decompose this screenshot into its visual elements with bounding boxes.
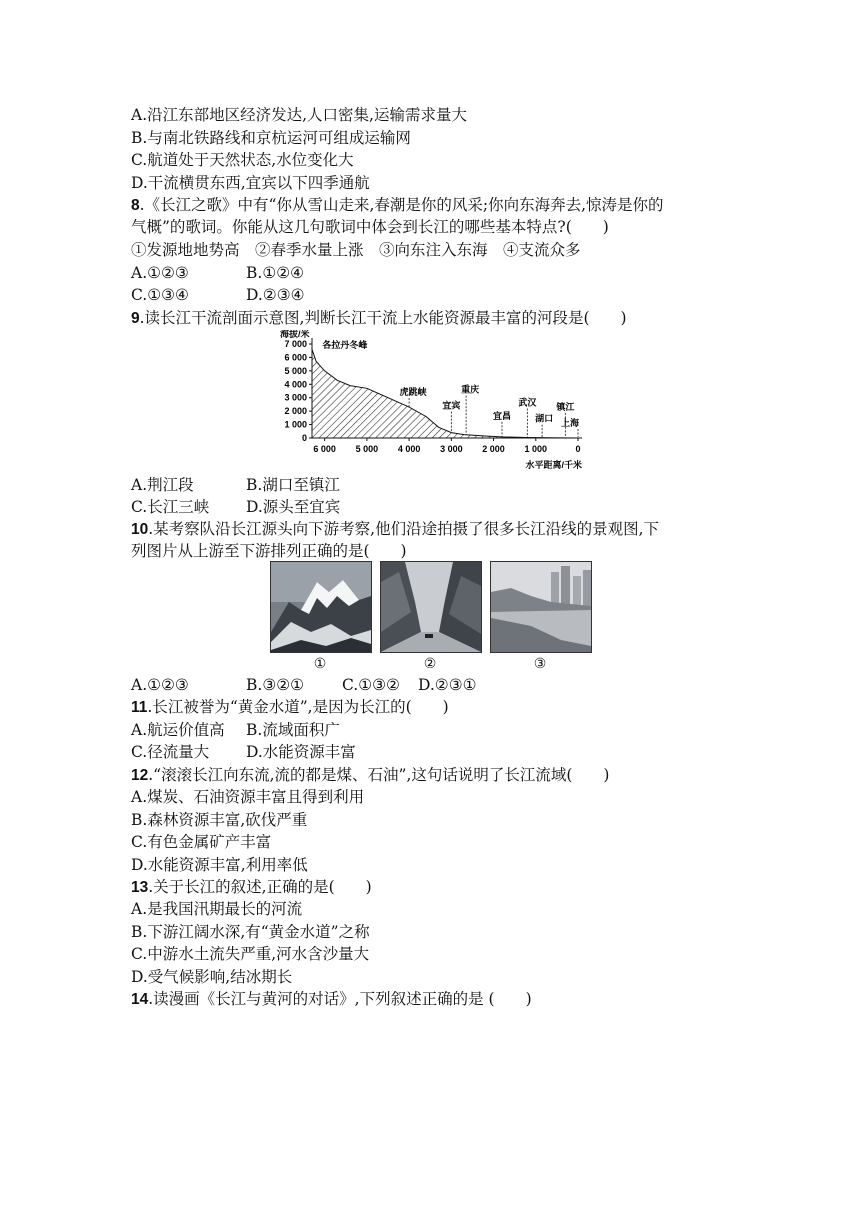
- place-label: 各拉丹冬峰: [322, 340, 368, 351]
- profile-area: [312, 349, 578, 438]
- q9-option-b: B.湖口至镇江: [246, 476, 340, 494]
- q9-option-d: D.源头至宜宾: [246, 498, 341, 516]
- x-tick-label: 5 000: [355, 444, 379, 454]
- q11-options-row1: [131, 719, 340, 741]
- place-label: 湖口: [535, 413, 554, 424]
- y-tick-label: 3 000: [284, 392, 307, 403]
- y-tick-label: 0: [301, 433, 307, 443]
- q13-option-c: C.中游水土流失严重,河水含沙量大: [131, 945, 370, 963]
- x-tick-label: 1 000: [524, 444, 548, 454]
- q12-stem: [131, 764, 609, 787]
- q13-stem: [131, 876, 372, 899]
- q12-option-a: A.煤炭、石油资源丰富且得到利用: [131, 788, 365, 806]
- q8-items: ①发源地地势高 ②春季水量上涨 ③向东注入东海 ④支流众多: [131, 241, 581, 259]
- place-label: 镇江: [556, 401, 575, 412]
- q14-number: 14: [131, 991, 149, 1008]
- q8-option-c: C.①③④: [131, 286, 189, 304]
- q7-option-c: C.航道处于天然状态,水位变化大: [131, 151, 354, 169]
- q10-stem-line2: 列图片从上游至下游排列正确的是( ): [131, 542, 407, 560]
- photo-snow-mountain: [270, 561, 372, 653]
- q10-stem-line1: [131, 518, 659, 541]
- q13-number: 13: [131, 879, 149, 896]
- place-label: 上海: [560, 418, 580, 428]
- q7-option-a: A.沿江东部地区经济发达,人口密集,运输需求量大: [131, 106, 467, 124]
- q10-option-c: C.①③②: [342, 676, 400, 694]
- x-tick-label: 6 000: [313, 444, 336, 454]
- q10-number: 10: [131, 521, 149, 538]
- q8-option-a: A.①②③: [131, 264, 189, 282]
- q12-stem-text: .“滚滚长江向东流,流的都是煤、石油”,这句话说明了长江流域( ): [148, 766, 610, 784]
- q14-stem-text: .读漫画《长江与黄河的对话》,下列叙述正确的是 ( ): [148, 990, 532, 1008]
- q9-options-row1: [131, 474, 340, 496]
- q8-option-b: B.①②④: [246, 264, 305, 282]
- q13-stem-text: .关于长江的叙述,正确的是( ): [148, 878, 372, 896]
- y-tick-label: 1 000: [284, 419, 307, 430]
- place-label: 武汉: [518, 397, 537, 408]
- q11-stem-text: .长江被誉为“黄金水道”,是因为长江的( ): [147, 698, 449, 716]
- q14-stem: [131, 988, 532, 1011]
- q10-options-row: [131, 674, 477, 696]
- photo-river-city: [490, 561, 592, 653]
- q8-stem-text: .《长江之歌》中有“你从雪山走来,春潮是你的风采;你向东海奔去,惊涛是你的: [139, 196, 664, 214]
- q11-option-c: C.径流量大: [131, 743, 210, 761]
- q11-option-b: B.流域面积广: [246, 721, 340, 739]
- q8-option-d: D.②③④: [246, 286, 305, 304]
- q12-option-b: B.森林资源丰富,砍伐严重: [131, 811, 308, 829]
- q11-option-a: A.航运价值高: [131, 721, 225, 739]
- q11-number: 11: [131, 699, 148, 716]
- q7-option-b: B.与南北铁路线和京杭运河可组成运输网: [131, 129, 411, 147]
- q10-stem-text: .某考察队沿长江源头向下游考察,他们沿途拍摄了很多长江沿线的景观图,下: [148, 520, 660, 538]
- x-tick-label: 2 000: [482, 444, 505, 454]
- y-tick-label: 6 000: [284, 352, 307, 363]
- q8-number: 8: [131, 197, 140, 214]
- q11-options-row2: [131, 741, 356, 763]
- q9-option-c: C.长江三峡: [131, 498, 210, 516]
- y-tick-label: 4 000: [284, 379, 307, 390]
- q9-option-a: A.荆江段: [131, 476, 194, 494]
- place-label: 宜宾: [442, 400, 461, 411]
- y-tick-label: 7 000: [284, 339, 307, 349]
- place-label: 重庆: [461, 384, 480, 395]
- q8-options-row2: [131, 284, 305, 306]
- y-tick-label: 2 000: [284, 406, 307, 417]
- y-axis-label: 海拔/米: [280, 330, 310, 339]
- x-axis-label: 水平距离/千米: [525, 460, 582, 470]
- q10-option-a: A.①②③: [131, 676, 189, 694]
- place-label: 宜昌: [492, 410, 512, 421]
- q11-stem: [131, 696, 449, 719]
- q7-option-d: D.干流横贯东西,宜宾以下四季通航: [131, 174, 370, 192]
- q10-photos: [270, 561, 592, 673]
- x-tick-label: 4 000: [397, 444, 421, 454]
- photo-label-2: ②: [423, 656, 437, 672]
- q12-number: 12: [131, 767, 149, 784]
- chart-layer: [280, 330, 582, 470]
- q13-option-a: A.是我国汛期最长的河流: [131, 900, 303, 918]
- q9-number: 9: [131, 310, 140, 327]
- photo-gorge: [380, 561, 482, 653]
- photo-label-1: ①: [313, 656, 327, 672]
- yangtze-profile-chart: [278, 330, 588, 480]
- q8-stem-line2: 气概”的歌词。你能从这几句歌词中体会到长江的哪些基本特点?( ): [131, 218, 609, 236]
- q13-option-b: B.下游江阔水深,有“黄金水道”之称: [131, 923, 370, 941]
- q10-option-d: D.②③①: [418, 676, 477, 694]
- x-tick-label: 3 000: [440, 444, 463, 454]
- q9-options-row2: [131, 496, 340, 518]
- q13-option-d: D.受气候影响,结冰期长: [131, 968, 293, 986]
- x-tick-label: 0: [575, 444, 581, 454]
- q10-option-b: B.③②①: [246, 676, 305, 694]
- q11-option-d: D.水能资源丰富: [246, 743, 356, 761]
- q9-stem-text: .读长江干流剖面示意图,判断长江干流上水能资源最丰富的河段是( ): [139, 309, 627, 327]
- q8-options-row1: [131, 262, 304, 284]
- y-tick-label: 5 000: [284, 365, 307, 376]
- q12-option-d: D.水能资源丰富,利用率低: [131, 856, 308, 874]
- q9-stem: [131, 307, 627, 330]
- place-label: 虎跳峡: [399, 387, 427, 398]
- q8-stem-line1: [131, 194, 664, 217]
- photo-label-3: ③: [533, 656, 547, 672]
- q12-option-c: C.有色金属矿产丰富: [131, 833, 272, 851]
